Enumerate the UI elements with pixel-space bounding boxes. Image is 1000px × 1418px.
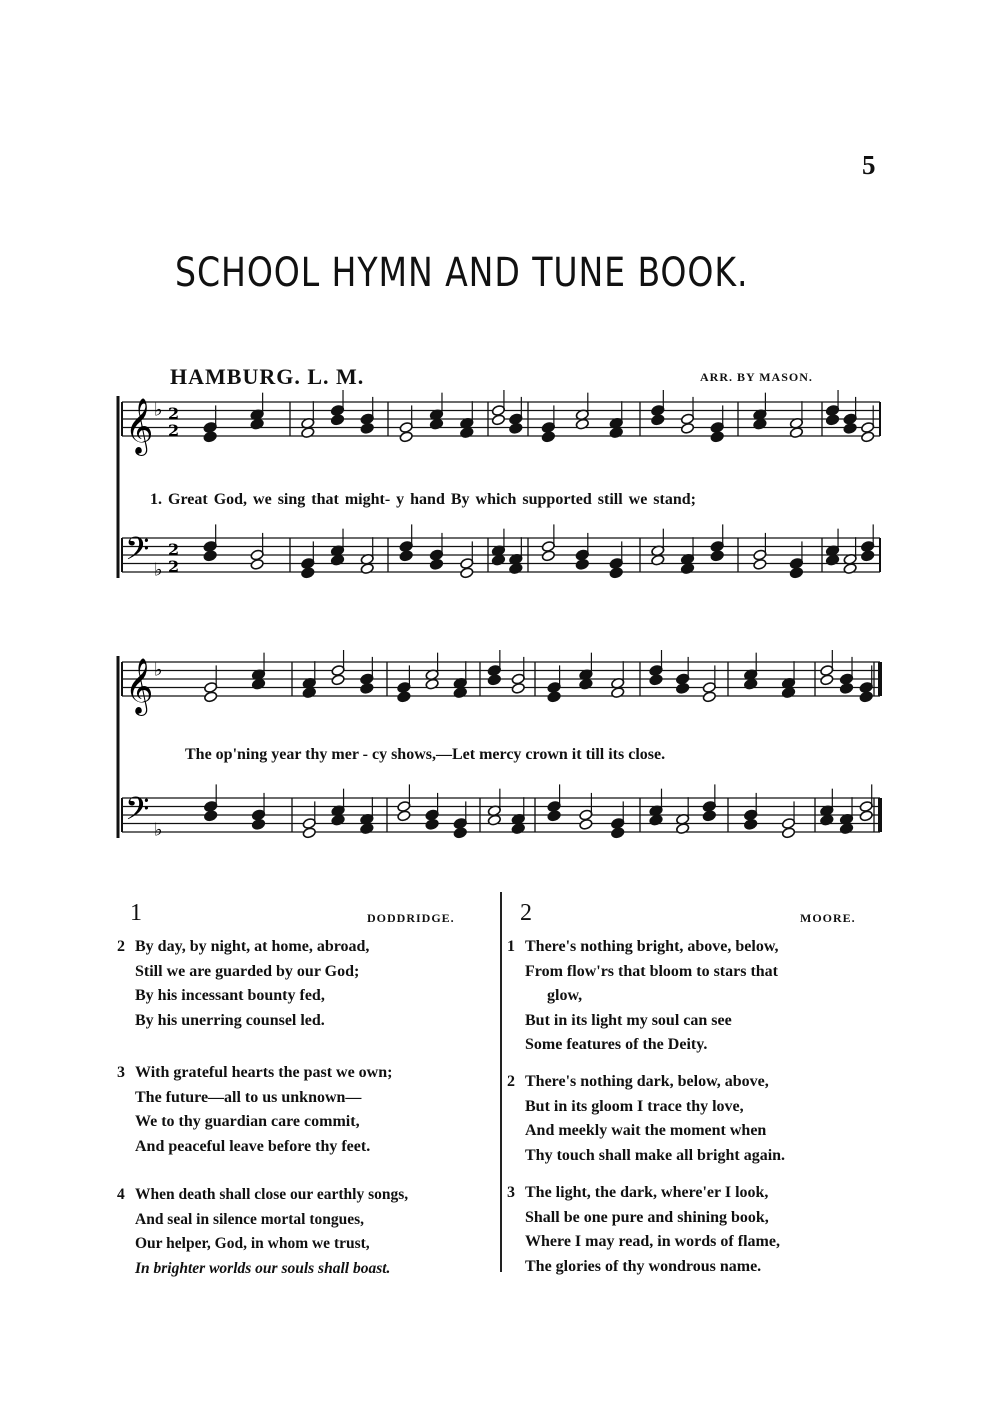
note-head bbox=[702, 691, 716, 703]
bass-clef-icon: 𝄢 bbox=[125, 530, 150, 575]
note-head bbox=[331, 674, 345, 686]
verse-line: Shall be one pure and shining book, bbox=[525, 1208, 769, 1226]
lyrics-line-1: 1. Great God, we sing that might- y hand By which supported still we stand; bbox=[150, 491, 696, 508]
note-head bbox=[609, 427, 623, 439]
time-signature-top: 2 bbox=[168, 404, 180, 423]
verse-line: There's nothing bright, above, below, bbox=[525, 938, 779, 955]
note-head bbox=[360, 823, 374, 835]
note-head bbox=[579, 818, 593, 830]
note-head bbox=[509, 422, 523, 434]
verse-line: With grateful hearts the past we own; bbox=[135, 1064, 393, 1081]
hymn-number-1: 1 bbox=[130, 900, 142, 926]
note-head bbox=[429, 558, 443, 570]
note-head bbox=[204, 810, 218, 822]
verse-line: And peaceful leave before thy feet. bbox=[135, 1137, 371, 1155]
page-number: 5 bbox=[862, 150, 876, 180]
note-head bbox=[360, 422, 374, 434]
note-head bbox=[460, 567, 474, 579]
note-head bbox=[360, 563, 374, 575]
verse-line: Our helper, God, in whom we trust, bbox=[135, 1235, 370, 1252]
verse-line: But in its gloom I trace thy love, bbox=[525, 1097, 744, 1115]
note-head bbox=[399, 550, 413, 562]
flat-icon: ♭ bbox=[154, 659, 163, 681]
verse-number: 2 bbox=[507, 1073, 515, 1090]
verse-line: By his unerring counsel led. bbox=[135, 1011, 325, 1029]
time-signature-bottom: 2 bbox=[168, 557, 180, 576]
note-head bbox=[579, 678, 593, 690]
note-head bbox=[487, 674, 501, 686]
verse-line: But in its light my soul can see bbox=[525, 1011, 732, 1029]
verse-line: The glories of thy wondrous name. bbox=[525, 1257, 762, 1275]
tune-arranger: ARR. BY MASON. bbox=[700, 370, 813, 384]
hymn-number-2: 2 bbox=[520, 900, 532, 926]
note-head bbox=[781, 687, 795, 699]
note-head bbox=[611, 827, 625, 839]
note-head bbox=[859, 810, 873, 822]
hymn-1-verse-2 bbox=[117, 935, 369, 1033]
verse-number: 4 bbox=[117, 1186, 125, 1203]
note-head bbox=[509, 563, 523, 575]
note-head bbox=[330, 414, 344, 426]
verse-line: The future—all to us unknown— bbox=[135, 1088, 362, 1106]
note-head bbox=[360, 682, 374, 694]
note-head bbox=[753, 558, 767, 570]
verse-line: From flow'rs that bloom to stars that bbox=[525, 962, 779, 980]
note-head bbox=[541, 431, 555, 443]
note-head bbox=[820, 814, 834, 826]
note-head bbox=[820, 674, 834, 686]
note-head bbox=[511, 823, 525, 835]
verse-number: 3 bbox=[117, 1064, 125, 1081]
bass-clef-icon: 𝄢 bbox=[125, 790, 150, 835]
note-head bbox=[789, 567, 803, 579]
note-head bbox=[710, 550, 724, 562]
verse-number: 1 bbox=[507, 938, 515, 955]
note-head bbox=[491, 414, 505, 426]
column-divider bbox=[500, 892, 502, 1272]
note-head bbox=[301, 567, 315, 579]
note-head bbox=[649, 674, 663, 686]
hymn-2-verse-1 bbox=[507, 935, 779, 1058]
verse-line: The light, the dark, where'er I look, bbox=[525, 1184, 769, 1201]
note-head bbox=[491, 554, 505, 566]
note-head bbox=[203, 550, 217, 562]
verse-line: Thy touch shall make all bright again. bbox=[525, 1146, 786, 1164]
flat-icon: ♭ bbox=[154, 819, 163, 841]
page-title: SCHOOL HYMN AND TUNE BOOK. bbox=[175, 250, 749, 296]
hymn-2-verse-3 bbox=[507, 1181, 780, 1279]
note-head bbox=[460, 427, 474, 439]
note-head bbox=[676, 823, 690, 835]
time-signature-bottom: 2 bbox=[168, 421, 180, 440]
time-signature-top: 2 bbox=[168, 540, 180, 559]
note-head bbox=[453, 827, 467, 839]
hymn-1-verse-3 bbox=[117, 1061, 392, 1159]
note-head bbox=[301, 427, 315, 439]
note-head bbox=[680, 563, 694, 575]
note-head bbox=[250, 418, 264, 430]
note-head bbox=[575, 418, 589, 430]
note-head bbox=[611, 687, 625, 699]
treble-clef-icon: 𝄞 bbox=[125, 398, 154, 454]
note-head bbox=[399, 431, 413, 443]
note-head bbox=[839, 682, 853, 694]
note-head bbox=[541, 550, 555, 562]
hymn-author-1: DODDRIDGE. bbox=[367, 911, 455, 925]
note-head bbox=[651, 554, 665, 566]
verse-line: There's nothing dark, below, above, bbox=[525, 1073, 769, 1090]
note-head bbox=[825, 414, 839, 426]
verse-line: By day, by night, at home, abroad, bbox=[135, 938, 370, 955]
verse-line: Still we are guarded by our God; bbox=[135, 962, 360, 980]
flat-icon: ♭ bbox=[154, 399, 163, 421]
note-head bbox=[843, 563, 857, 575]
verse-line: By his incessant bounty fed, bbox=[135, 987, 325, 1004]
note-head bbox=[302, 687, 316, 699]
note-head bbox=[843, 422, 857, 434]
note-head bbox=[744, 678, 758, 690]
verse-line: Some features of the Deity. bbox=[525, 1036, 708, 1053]
note-head bbox=[680, 422, 694, 434]
verse-number: 3 bbox=[507, 1184, 515, 1201]
note-head bbox=[825, 554, 839, 566]
verse-line: We to thy guardian care commit, bbox=[135, 1113, 360, 1130]
note-head bbox=[839, 823, 853, 835]
note-head bbox=[429, 418, 443, 430]
verse-line: And seal in silence mortal tongues, bbox=[135, 1210, 365, 1228]
note-head bbox=[702, 810, 716, 822]
note-head bbox=[397, 810, 411, 822]
note-head bbox=[861, 431, 875, 443]
note-head bbox=[781, 827, 795, 839]
flat-icon: ♭ bbox=[154, 559, 163, 581]
note-head bbox=[575, 558, 589, 570]
note-head bbox=[251, 818, 265, 830]
note-head bbox=[511, 682, 525, 694]
note-head bbox=[676, 682, 690, 694]
note-head bbox=[753, 418, 767, 430]
note-head bbox=[453, 687, 467, 699]
note-head bbox=[203, 431, 217, 443]
tune-name: HAMBURG. L. M. bbox=[170, 364, 365, 389]
note-head bbox=[425, 678, 439, 690]
note-head bbox=[859, 691, 873, 703]
verse-line: And meekly wait the moment when bbox=[525, 1122, 767, 1139]
verse-line: glow, bbox=[547, 987, 583, 1004]
verse-line: When death shall close our earthly songs, bbox=[135, 1186, 409, 1203]
note-head bbox=[331, 814, 345, 826]
note-head bbox=[330, 554, 344, 566]
note-head bbox=[397, 691, 411, 703]
note-head bbox=[547, 810, 561, 822]
note-head bbox=[710, 431, 724, 443]
note-head bbox=[204, 691, 218, 703]
hymn-1-verse-4 bbox=[117, 1183, 408, 1281]
note-head bbox=[651, 414, 665, 426]
note-head bbox=[251, 678, 265, 690]
note-head bbox=[302, 827, 316, 839]
note-head bbox=[425, 818, 439, 830]
note-head bbox=[744, 818, 758, 830]
hymn-2-verse-2 bbox=[507, 1070, 785, 1168]
note-head bbox=[487, 814, 501, 826]
note-head bbox=[789, 427, 803, 439]
treble-clef-icon: 𝄞 bbox=[125, 658, 154, 714]
verse-number: 2 bbox=[117, 938, 125, 955]
note-head bbox=[609, 567, 623, 579]
note-head bbox=[250, 558, 264, 570]
note-head bbox=[547, 691, 561, 703]
verse-line: Where I may read, in words of flame, bbox=[525, 1233, 780, 1250]
lyrics-line-2: The op'ning year thy mer - cy shows,—Let mercy crown it till its close. bbox=[185, 746, 666, 763]
hymn-author-2: MOORE. bbox=[800, 911, 856, 925]
note-head bbox=[649, 814, 663, 826]
verse-line: In brighter worlds our souls shall boast. bbox=[135, 1259, 391, 1277]
note-head bbox=[861, 550, 875, 562]
